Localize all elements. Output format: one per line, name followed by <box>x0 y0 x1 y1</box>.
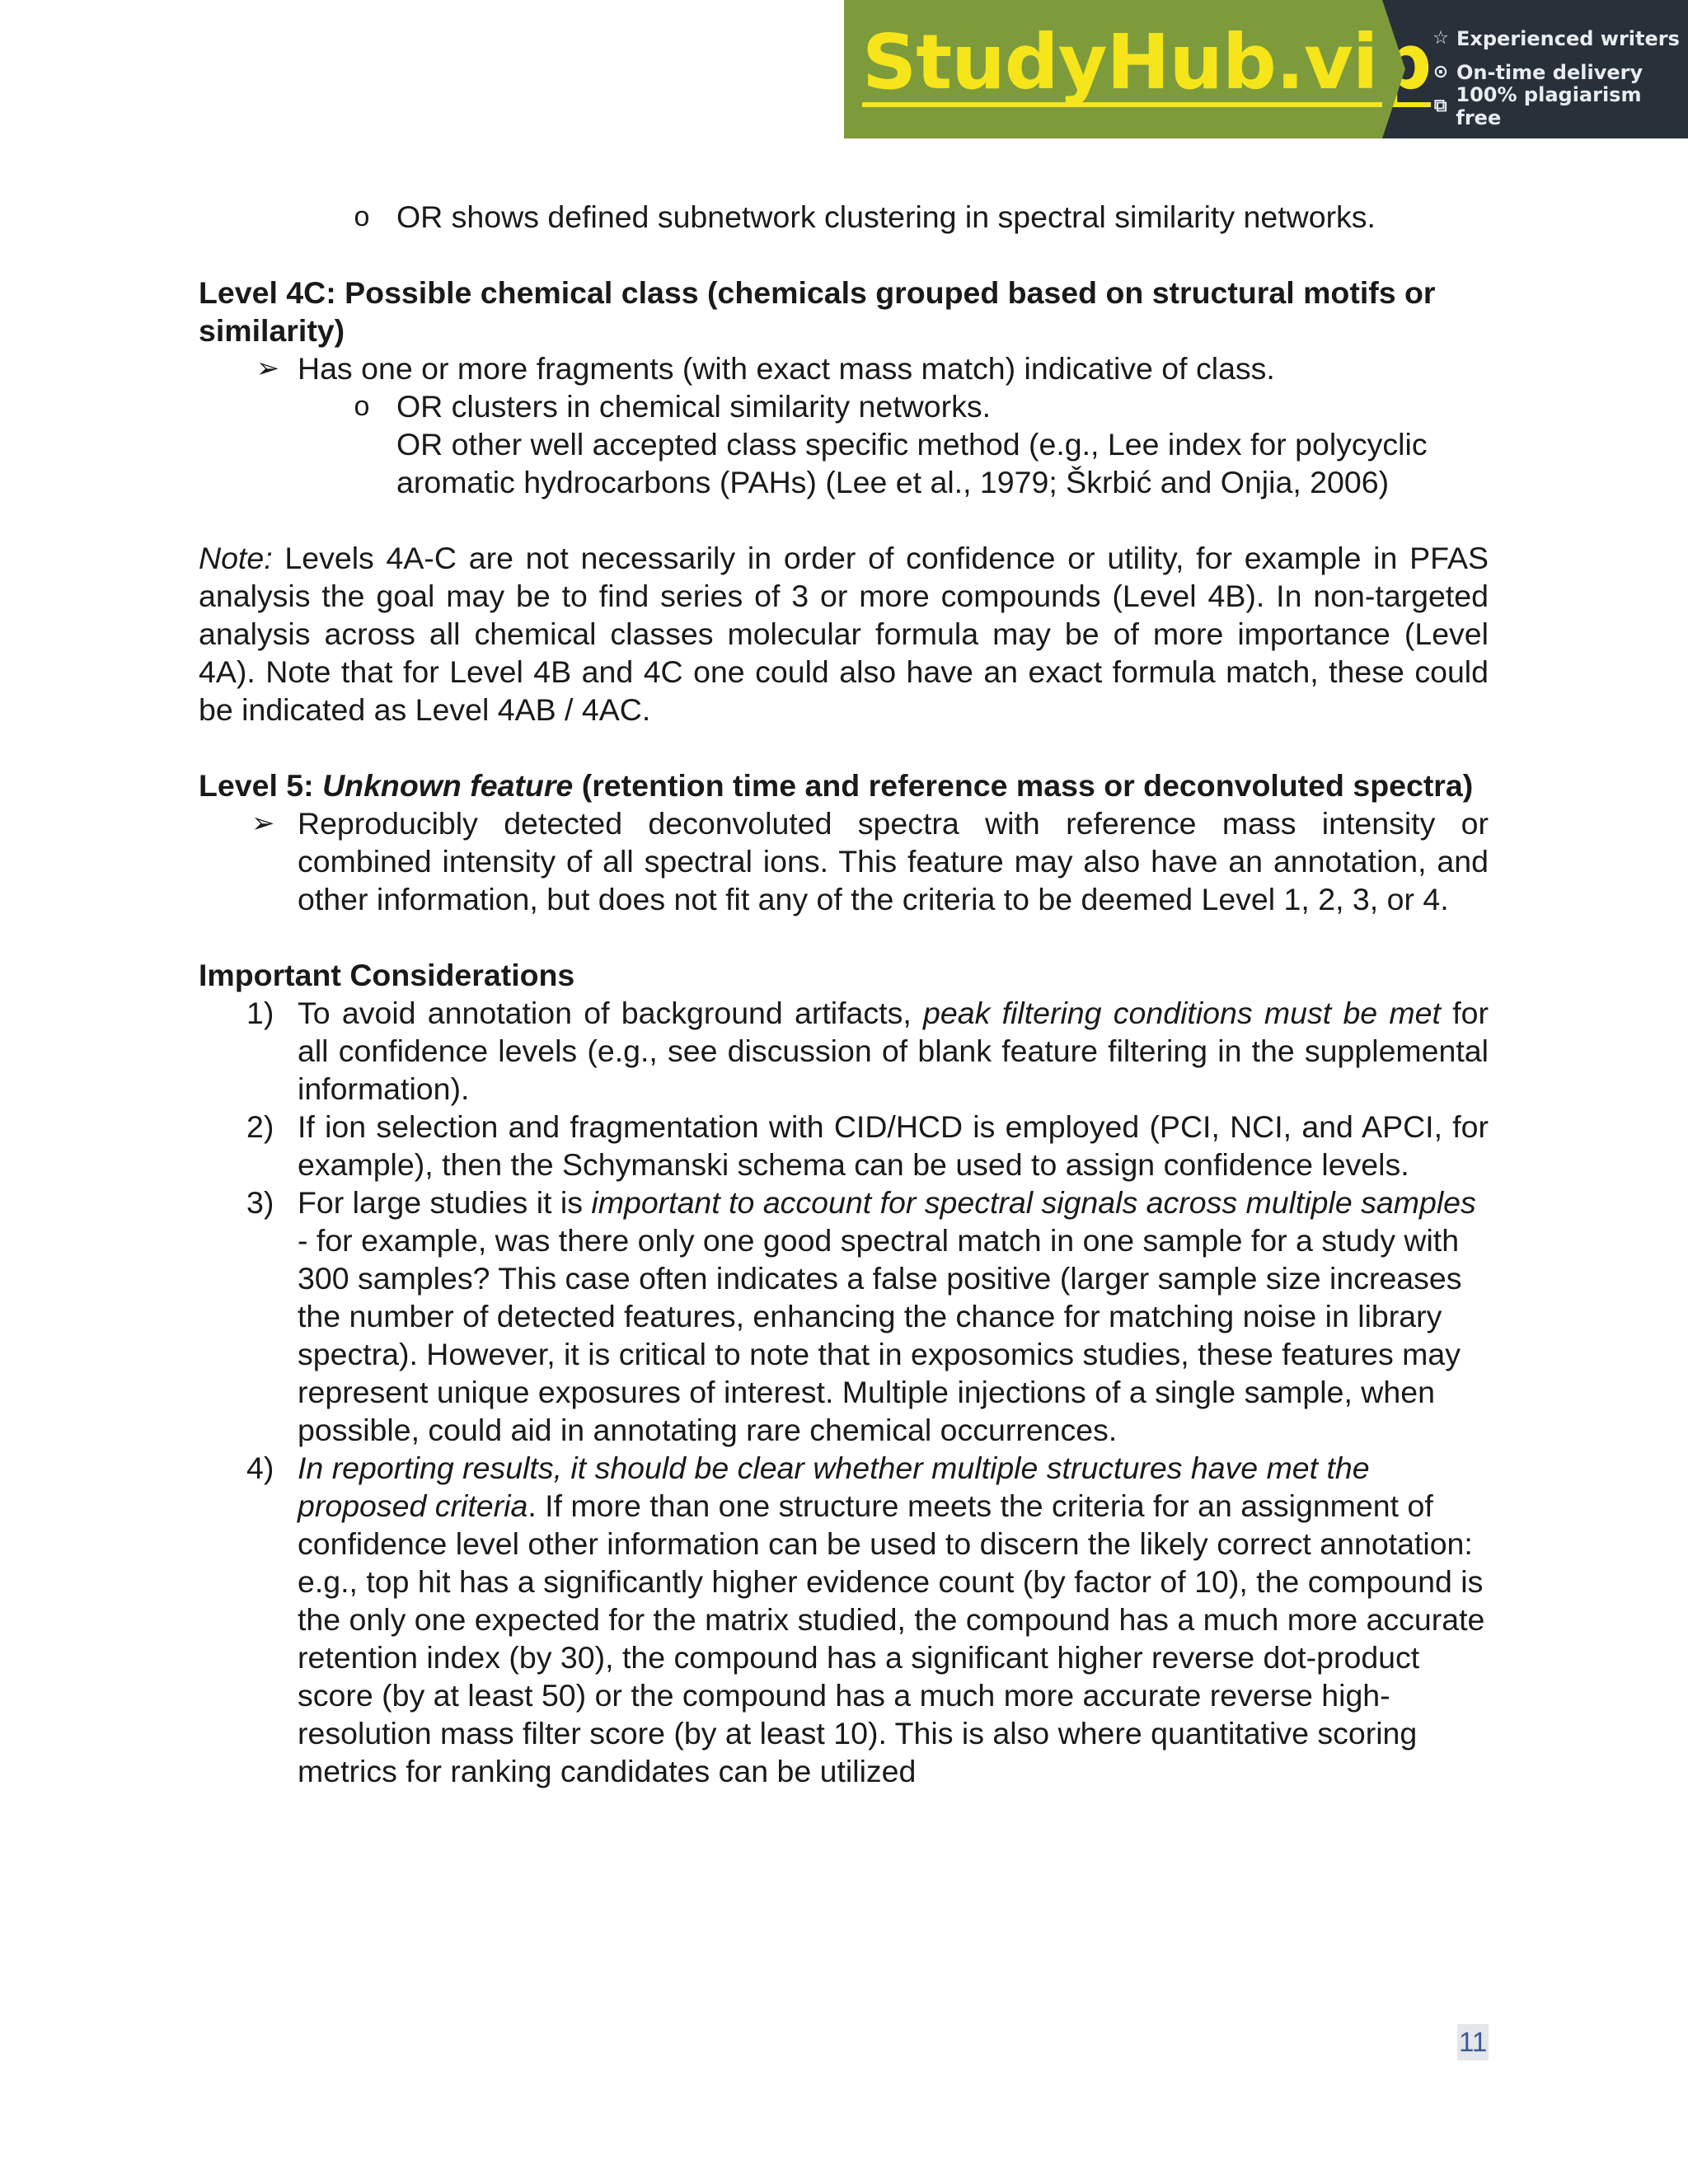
list-item: ➢ Reproducibly detected deconvoluted spectra with reference mass intensity or combined intensity of all spectral ions. This feature may also have an annotation, and other information, but does not fit any of the criteria to be deemed Level 1, 2, 3, or 4. <box>251 806 1489 916</box>
arrow-bullet-icon: ➢ <box>251 808 275 839</box>
list-item: 1) To avoid annotation of background artifacts, peak filtering conditions must be met for all confidence levels (e.g., see discussion of blank feature filtering in the supplemental information). <box>246 996 1489 1106</box>
studyhub-banner[interactable] <box>844 0 1688 138</box>
studyhub-logo[interactable] <box>844 0 1432 138</box>
list-item: o OR clusters in chemical similarity networks. <box>199 387 1489 425</box>
feature-text: On-time delivery <box>1456 60 1643 84</box>
circle-bullet-icon: o <box>354 391 370 422</box>
list-item: 3) For large studies it is important to account for spectral signals across multiple samples - for example, was there only one good spectral match in one sample for a study with 300 samples? This case often indicates a false positive (larger sample size increases the number of detected features, enhancing the chance for matching noise in library spectra). However, it is critical to note that in exposomics studies, these features may represent unique exposures of interest. Multiple injections of a single sample, when possible, could aid in annotating rare chemical occurrences. <box>246 1185 1476 1447</box>
list-item: OR other well accepted class specific method (e.g., Lee index for polycyclic aromatic hydrocarbons (PAHs) (Lee et al., 1979; Škrbić and Onjia, 2006) <box>396 427 1428 499</box>
feature-text: 100% plagiarism free <box>1456 82 1642 129</box>
list-item: 4) In reporting results, it should be clear whether multiple structures have met the proposed criteria. If more than one structure meets the criteria for an assignment of confidence level other information can be used to discern the likely correct annotation: e.g., top hit has a significantly higher evidence count (by factor of 10), the compound is the only one expected for the matrix studied, the compound has a much more accurate retention index (by 30), the compound has a significant higher reverse dot-product score (by at least 50) or the compound has a much more accurate reverse high-resolution mass filter score (by at least 10). This is also where quantitative scoring metrics for ranking candidates can be utilized <box>246 1451 1485 1788</box>
list-item: 2) If ion selection and fragmentation with CID/HCD is employed (PCI, NCI, and APCI, for example), then the Schymanski schema can be used to assign confidence levels. <box>246 1109 1489 1182</box>
document-body <box>199 198 1489 1790</box>
note-paragraph: Note: Levels 4A-C are not necessarily in order of confidence or utility, for example in PFAS analysis the goal may be to find series of 3 or more compounds (Level 4B). In non-targeted analysis across all chemical classes molecular formula may be of more importance (Level 4A). Note that for Level 4B and 4C one could also have an exact formula match, these could be indicated as Level 4AB / 4AC. <box>199 541 1489 727</box>
considerations-heading: Important Considerations <box>199 958 575 992</box>
copy-icon: ⧉ <box>1433 96 1447 116</box>
list-item: o OR shows defined subnetwork clustering in spectral similarity networks. <box>199 198 1489 236</box>
circle-bullet-icon: o <box>354 201 370 232</box>
feature-plagiarism-free <box>1430 82 1688 129</box>
feature-experienced-writers <box>1430 21 1688 55</box>
level-5-heading: Level 5: Unknown feature (retention time and reference mass or deconvoluted spectra) <box>199 768 1474 803</box>
arrow-bullet-icon: ➢ <box>256 353 280 384</box>
page-number: 11 <box>1457 2024 1489 2060</box>
clock-icon: ⊙ <box>1432 62 1449 82</box>
star-icon: ☆ <box>1432 28 1449 49</box>
list-item: ➢ Has one or more fragments (with exact mass match) indicative of class. <box>199 349 1489 387</box>
level-4c-heading: Level 4C: Possible chemical class (chemicals grouped based on structural motifs or similarity) <box>199 275 1436 348</box>
feature-text: Experienced writers <box>1456 26 1680 50</box>
logo-text: StudyHub.vip <box>862 18 1432 106</box>
